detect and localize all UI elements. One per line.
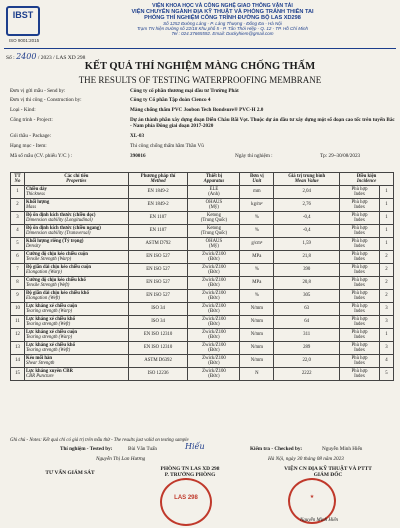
iso-label: ISO 9001:2015 [8, 38, 40, 43]
report-date: Hà Nội, ngày 30 tháng 08 năm 2023 [268, 456, 344, 462]
property-cell: Độ giãn dài chịu kéo chiều khổ Elongation (Weft) [24, 290, 128, 303]
property-cell: Lực kháng xé chiều khổ Tearing strength (Weft) [24, 342, 128, 355]
lab-role: P. TRƯỞNG PHÒNG [164, 472, 216, 478]
ref-cell: 1 [379, 186, 393, 199]
title-en: THE RESULTS OF TESTING WATERPROOFING MEMBRANE [78, 75, 322, 85]
ibst-logo [6, 6, 40, 36]
contact-line: Tel : 024.37665592. Email: Duckyhiem@gmail.com [171, 31, 274, 36]
table-row [11, 316, 394, 329]
division-line: VIỆN CHUYÊN NGÀNH ĐỊA KỸ THUẬT VÀ PHÒNG TRÁNH THIÊN TAI [131, 9, 314, 15]
method-cell: EN 1107 [128, 212, 188, 225]
unit-cell: % [240, 264, 274, 277]
col-header: Giá trị trung bình Mean Value [274, 173, 340, 186]
institute-title-line: VIỆN CN ĐỊA KỸ THUẬT VÀ PTTT [284, 466, 372, 472]
condition-cell: Phù hợp Index [340, 303, 380, 316]
condition-cell: Phù hợp Index [340, 277, 380, 290]
condition-cell: Phù hợp Index [340, 212, 380, 225]
unit-cell: % [240, 290, 274, 303]
condition-cell: Phù hợp Index [340, 225, 380, 238]
unit-cell: N/mm [240, 342, 274, 355]
table-row [11, 368, 394, 381]
condition-cell: Phù hợp Index [340, 238, 380, 251]
method-cell: EN ISO 527 [128, 277, 188, 290]
ref-cell: 2 [379, 264, 393, 277]
property-cell: Lực kháng xé chiều cuộn Tearing strength (Warp) [24, 329, 128, 342]
logo-text: IBST [12, 10, 34, 20]
ref-cell: 3 [379, 316, 393, 329]
condition-cell: Phù hợp Index [340, 290, 380, 303]
method-cell: ISO 34 [128, 303, 188, 316]
report-number-suffix: / 2023 / LAS XD 298 [37, 55, 86, 61]
ref-cell: 2 [379, 251, 393, 264]
unit-cell: MPa [240, 277, 274, 290]
apparatus-cell: Zwick/Z100 (Đức) [188, 368, 240, 381]
ref-cell: 3 [379, 303, 393, 316]
method-cell: ISO 34 [128, 316, 188, 329]
tester-signature: Hiếu [185, 442, 205, 451]
stamp-text: LAS 298 [174, 495, 198, 501]
property-cell: Lực kháng xé chiều cuộn Tearing strength (Warp) [24, 303, 128, 316]
apparatus-cell: Zwick/Z100 (Đức) [188, 277, 240, 290]
apparatus-cell: Zwick/Z100 (Đức) [188, 316, 240, 329]
info-value: Công ty cổ phần thương mại dầu tư Trường Phát [130, 88, 239, 94]
value-cell: 63 [274, 303, 340, 316]
table-row [11, 212, 394, 225]
ref-cell: 1 [379, 199, 393, 212]
station-line: Trạm TN hiện trường số 22/18 Khu phố 5 - P. Tân Thới Hiệp - Q. 12 - TP. Hồ Chí Minh [136, 26, 309, 31]
lab-line: PHÒNG THÍ NGHIỆM CÔNG TRÌNH ĐƯỜNG BỘ LAS XD298 [144, 15, 301, 21]
report-number-value: 2400 [16, 52, 37, 61]
row-index: 6 [11, 251, 25, 264]
checker-label: Kiểm tra - Checked by: [250, 446, 303, 452]
ref-cell: 5 [379, 368, 393, 381]
row-index: 14 [11, 355, 25, 368]
unit-cell: N [240, 368, 274, 381]
ref-cell: 1 [379, 225, 393, 238]
apparatus-cell: Zwick/Z100 (Đức) [188, 251, 240, 264]
value-cell: 305 [274, 290, 340, 303]
method-cell: EN 1107 [128, 225, 188, 238]
method-cell: EN ISO 12310 [128, 329, 188, 342]
table-row [11, 277, 394, 290]
row-index: 10 [11, 303, 25, 316]
letterhead-lines [50, 3, 395, 36]
property-cell: Khối lượng riêng (Tỷ trọng) Density [24, 238, 128, 251]
col-header: Thiết bị Apparatus [188, 173, 240, 186]
institute-role: GIÁM ĐỐC [313, 472, 343, 478]
supervisor-name: Nguyễn Thị Lan Hương [96, 456, 146, 462]
info-value: XL-03 [130, 133, 145, 139]
row-index: 8 [11, 277, 25, 290]
table-row [11, 264, 394, 277]
condition-cell: Phù hợp Index [340, 368, 380, 381]
apparatus-cell: Zwick/Z100 (Đức) [188, 342, 240, 355]
value-cell: 390 [274, 264, 340, 277]
property-cell: Độ giãn dài chịu kéo chiều cuộn Elongation (Warp) [24, 264, 128, 277]
apparatus-cell: Ketong (Trung Quốc) [188, 212, 240, 225]
unit-cell: N/mm [240, 329, 274, 342]
condition-cell: Phù hợp Index [340, 186, 380, 199]
apparatus-cell: ELE (Anh) [188, 186, 240, 199]
apparatus-cell: Zwick/Z100 (Đức) [188, 290, 240, 303]
notes: Ghi chú - Notes: Kết quả chỉ có giá trị trên mẫu thử - The results just valid on testing sample [10, 438, 189, 443]
method-cell: EN 1849-2 [128, 199, 188, 212]
method-cell: ASTM D792 [128, 238, 188, 251]
info-value: 390016 [130, 153, 146, 159]
property-cell: Chiều dày Thickness [24, 186, 128, 199]
apparatus-cell: Zwick/Z100 (Đức) [188, 329, 240, 342]
director-name: Nguyễn Minh Hiển [300, 518, 339, 523]
ref-cell: 2 [379, 290, 393, 303]
table-row [11, 303, 394, 316]
unit-cell: mm [240, 186, 274, 199]
col-header: Phương pháp thí Method [128, 173, 188, 186]
property-cell: Khối lượng Mass [24, 199, 128, 212]
table-header-row [11, 173, 394, 186]
info-label: Gói thầu - Package: [10, 133, 52, 139]
row-index: 5 [11, 238, 25, 251]
unit-cell: g/cm³ [240, 238, 274, 251]
info-label: Hạng mục - Item: [10, 143, 47, 149]
ref-cell: 2 [379, 277, 393, 290]
method-cell: ISO 12236 [128, 368, 188, 381]
row-index: 3 [11, 212, 25, 225]
apparatus-cell: Zwick/Z100 (Đức) [188, 355, 240, 368]
method-cell: ASTM D6392 [128, 355, 188, 368]
lab-title [130, 466, 250, 478]
value-cell: -0,4 [274, 225, 340, 238]
table-row [11, 290, 394, 303]
table-row [11, 329, 394, 342]
unit-cell: kg/m² [240, 199, 274, 212]
table-row [11, 251, 394, 264]
property-cell: Kéo mối hàn Shear Strength [24, 355, 128, 368]
method-cell: EN ISO 527 [128, 290, 188, 303]
table-row [11, 225, 394, 238]
table-row [11, 342, 394, 355]
col-header: Đơn vị Unit [240, 173, 274, 186]
institute-title [262, 466, 394, 478]
info-value: Màng chống thấm PVC Joobon Tech Bondsure® PVC-H 2.0 [130, 107, 264, 113]
institute-line: VIỆN KHOA HỌC VÀ CÔNG NGHỆ GIAO THÔNG VẬN TẢI [152, 3, 293, 9]
table-row [11, 355, 394, 368]
apparatus-cell: Zwick/Z100 (Đức) [188, 264, 240, 277]
row-index: 2 [11, 199, 25, 212]
ref-cell: 4 [379, 355, 393, 368]
apparatus-cell: OHAUS (Mỹ) [188, 238, 240, 251]
method-cell: EN 1849-2 [128, 186, 188, 199]
condition-cell: Phù hợp Index [340, 316, 380, 329]
info-value: Công ty Cổ phần Tập đoàn Cienco 4 [130, 97, 211, 103]
row-index: 15 [11, 368, 25, 381]
unit-cell: MPa [240, 251, 274, 264]
consultant-title: TƯ VẤN GIÁM SÁT [45, 470, 95, 476]
info-label: Mã số mẫu (CV. phiếu Y/C ) : [10, 153, 73, 159]
value-cell: 311 [274, 329, 340, 342]
value-cell: -0,4 [274, 212, 340, 225]
value-cell: 289 [274, 342, 340, 355]
info-label: Đơn vị thi công - Construction by: [10, 97, 82, 103]
property-cell: Lực kháng xuyên CBR CBR Puncture [24, 368, 128, 381]
tester-name: Bùi Văn Tuấn [128, 446, 158, 452]
property-cell: Độ ổn định kích thước (chiều dọc) Dimension stability (Longitudinal) [24, 212, 128, 225]
row-index: 12 [11, 329, 25, 342]
row-index: 13 [11, 342, 25, 355]
letterhead [0, 0, 400, 50]
tester-label: Thí nghiệm - Tested by: [60, 446, 113, 452]
unit-cell: N/mm [240, 316, 274, 329]
property-cell: Lực kháng xé chiều khổ Tearing strength (Weft) [24, 316, 128, 329]
unit-cell: % [240, 212, 274, 225]
table-row [11, 238, 394, 251]
info-value: Dự án thành phần xây dựng đoạn Diễn Châu Bãi Vọt. Thuộc dự án đầu tư xây dựng một số đoạn cao tốc trên tuyến Bắc - Nam phía Đông giai đoạn 2017-2020 [130, 117, 395, 129]
col-header: Điều kiện Incidence [340, 173, 394, 186]
condition-cell: Phù hợp Index [340, 264, 380, 277]
address-line: Số 1252 Đường Láng - P. Láng Thượng - Đống Đa - Hà Nội [163, 21, 282, 26]
method-cell: EN ISO 527 [128, 264, 188, 277]
unit-cell: % [240, 225, 274, 238]
header-divider [4, 48, 396, 49]
institute-stamp: ★ [288, 478, 336, 524]
col-header: Các chỉ tiêu Properties [24, 173, 128, 186]
info-label: Công trình - Project: [10, 117, 53, 123]
value-cell: 22,0 [274, 355, 340, 368]
apparatus-cell: OHAUS (Mỹ) [188, 199, 240, 212]
ref-cell: 3 [379, 342, 393, 355]
method-cell: EN ISO 12310 [128, 342, 188, 355]
report-number [6, 52, 85, 61]
lab-title-line: PHÒNG TN LAS XD 298 [160, 466, 220, 472]
lab-stamp [160, 478, 212, 526]
test-date-label: Ngày thí nghiệm : [235, 153, 273, 159]
value-cell: 20,8 [274, 277, 340, 290]
apparatus-cell: Ketong (Trung Quốc) [188, 225, 240, 238]
method-cell: EN ISO 527 [128, 251, 188, 264]
info-label: Đơn vị gửi mẫu - Send by: [10, 88, 66, 94]
apparatus-cell: Zwick/Z100 (Đức) [188, 303, 240, 316]
ref-cell: 1 [379, 238, 393, 251]
info-label: Loại - Kind: [10, 107, 36, 113]
ref-cell: 1 [379, 212, 393, 225]
condition-cell: Phù hợp Index [340, 251, 380, 264]
property-cell: Cường độ chịu kéo chiều cuộn Tensile Strength (Warp) [24, 251, 128, 264]
row-index: 7 [11, 264, 25, 277]
value-cell: 64 [274, 316, 340, 329]
row-index: 4 [11, 225, 25, 238]
row-index: 11 [11, 316, 25, 329]
value-cell: 21,8 [274, 251, 340, 264]
unit-cell: N/mm [240, 355, 274, 368]
title-vn: KẾT QUẢ THÍ NGHIỆM MÀNG CHỐNG THẤM [84, 61, 316, 72]
checker-name: Nguyễn Minh Hiển [322, 446, 363, 452]
property-cell: Độ ổn định kích thước (chiều ngang) Dimension stability (Transversal) [24, 225, 128, 238]
value-cell: 1,59 [274, 238, 340, 251]
col-header: TT No [11, 173, 25, 186]
unit-cell: N/mm [240, 303, 274, 316]
value-cell: 2222 [274, 368, 340, 381]
table-row [11, 186, 394, 199]
table-row [11, 199, 394, 212]
row-index: 9 [11, 290, 25, 303]
condition-cell: Phù hợp Index [340, 199, 380, 212]
value-cell: 2,04 [274, 186, 340, 199]
info-value: Thi công chống thấm hầm Thần Vũ [130, 143, 204, 149]
test-date-range: Tp: 29~30/08/2023 [320, 153, 361, 159]
row-index: 1 [11, 186, 25, 199]
condition-cell: Phù hợp Index [340, 342, 380, 355]
ref-cell: 1 [379, 329, 393, 342]
value-cell: 2,76 [274, 199, 340, 212]
condition-cell: Phù hợp Index [340, 329, 380, 342]
property-cell: Cường độ chịu kéo chiều khổ Tensile Strength (Weft) [24, 277, 128, 290]
results-table [10, 172, 394, 381]
condition-cell: Phù hợp Index [340, 355, 380, 368]
report-number-prefix: Số : [6, 55, 15, 61]
